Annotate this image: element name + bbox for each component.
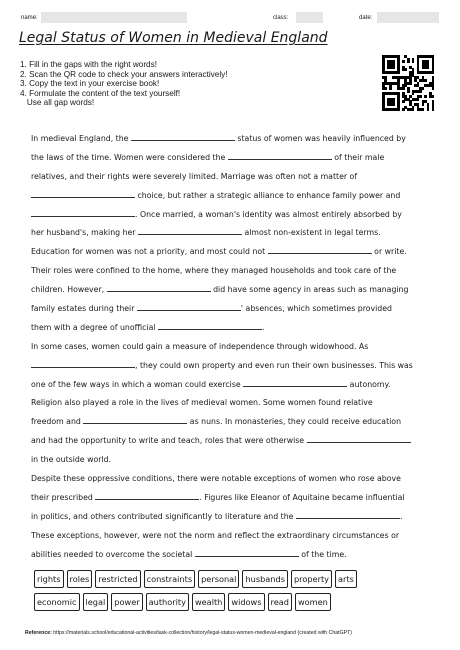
qr-code-icon[interactable] [382, 55, 434, 111]
text-line [31, 168, 431, 187]
text-fragment: In medieval England, the [31, 134, 131, 143]
text-line [31, 508, 431, 527]
page-title: Legal Status of Women in Medieval England [19, 30, 328, 46]
text-fragment: Their roles were confined to the home, where they managed households and took care of the [31, 266, 397, 276]
text-fragment: relatives, and their rights were severely limited. Marriage was often not a matter of [31, 171, 358, 181]
class-label: class: [273, 15, 289, 21]
text-line [31, 130, 431, 149]
text-line [31, 187, 431, 206]
gap-blank[interactable] [107, 282, 211, 292]
gap-blank[interactable] [31, 207, 135, 217]
word-chip[interactable]: arts [335, 570, 357, 588]
text-fragment: of the time. [298, 549, 347, 559]
text-fragment: status of women was heavily influenced by [234, 134, 406, 143]
text-line [31, 262, 431, 281]
text-fragment: did have some agency in areas such as managing [210, 285, 409, 295]
text-line [31, 281, 431, 300]
instructions-list [20, 60, 228, 108]
reference-text: https://materials.school/educational-activities/task-collection/history/legal-status-women-medieval-england (created with ChatGPT) [51, 630, 352, 636]
text-fragment: their prescribed [31, 492, 96, 502]
instruction-item: 2. Scan the QR code to check your answers interactively! [20, 69, 228, 79]
gap-blank[interactable] [83, 414, 187, 424]
name-label: name: [21, 15, 38, 21]
word-chip[interactable]: authority [146, 593, 189, 611]
text-fragment: her husband's, making her [31, 228, 138, 238]
text-fragment: as nuns. In monasteries, they could receive education [187, 417, 402, 427]
text-line [31, 432, 431, 451]
word-bank [34, 570, 434, 616]
text-fragment: autonomy. [347, 379, 391, 389]
text-fragment: in the outside world. [31, 455, 112, 465]
instruction-item: Use all gap words! [20, 98, 95, 108]
text-line [31, 149, 431, 168]
word-bank-row [34, 593, 434, 611]
instruction-item: 4. Formulate the content of the text yourself! [20, 88, 181, 98]
text-fragment: the laws of the time. Women were considered the [31, 152, 228, 162]
text-fragment: ' absences, which sometimes provided [240, 304, 392, 314]
gap-blank[interactable] [31, 188, 135, 198]
text-fragment: of their male [331, 152, 385, 162]
word-chip[interactable]: rights [34, 570, 64, 588]
text-fragment: choice, but rather a strategic alliance to enhance family power and [135, 190, 401, 200]
text-line [31, 470, 431, 489]
text-fragment: Despite these oppressive conditions, there were notable exceptions of women who rose above [31, 474, 401, 484]
gap-text [31, 130, 431, 564]
date-field[interactable] [377, 12, 439, 23]
word-chip[interactable]: widows [228, 593, 264, 611]
gap-blank[interactable] [131, 131, 235, 141]
word-chip[interactable]: women [295, 593, 331, 611]
text-fragment: Education for women was not a priority, and most could not [31, 247, 268, 257]
text-fragment: , they could own property and even run their own businesses. This was [135, 360, 413, 370]
word-chip[interactable]: constraints [144, 570, 196, 588]
word-chip[interactable]: read [268, 593, 292, 611]
text-fragment: . Figures like Eleanor of Aquitaine became influential [199, 492, 405, 502]
gap-blank[interactable] [95, 490, 199, 500]
gap-blank[interactable] [268, 244, 372, 254]
text-line [31, 413, 431, 432]
text-fragment: Religion also played a role in the lives of medieval women. Some women found relative [31, 398, 373, 408]
text-fragment: . [399, 511, 403, 521]
gap-blank[interactable] [307, 433, 411, 443]
text-fragment: abilities needed to overcome the societal [31, 549, 195, 559]
text-fragment: In some cases, women could gain a measure of independence through widowhood. As [31, 341, 369, 351]
text-line [31, 243, 431, 262]
word-chip[interactable]: property [291, 570, 332, 588]
gap-blank[interactable] [138, 225, 242, 235]
instruction-item: 3. Copy the text in your exercise book! [20, 79, 160, 89]
text-fragment: children. However, [31, 285, 107, 295]
text-line [31, 357, 431, 376]
text-fragment: almost non-existent in legal terms. [242, 228, 381, 238]
gap-blank[interactable] [243, 377, 347, 387]
gap-blank[interactable] [228, 150, 332, 160]
text-fragment: them with a degree of unofficial [31, 322, 159, 332]
text-line [31, 376, 431, 395]
gap-blank[interactable] [296, 509, 403, 521]
word-chip[interactable]: economic [34, 593, 80, 611]
reference-note [25, 630, 352, 636]
text-line [31, 224, 431, 243]
word-chip[interactable]: legal [83, 593, 109, 611]
text-line [31, 489, 431, 508]
text-fragment: . [262, 322, 265, 332]
text-line [31, 394, 431, 413]
text-fragment: one of the few ways in which a woman could exercise [31, 379, 244, 389]
gap-blank[interactable] [158, 320, 265, 332]
text-fragment: These exceptions, however, were not the norm and reflect the extraordinary circumstances or [31, 530, 400, 540]
text-line [31, 451, 431, 470]
word-chip[interactable]: personal [198, 570, 239, 588]
gap-blank[interactable] [195, 547, 299, 557]
text-fragment: or write. [371, 247, 407, 257]
word-chip[interactable]: wealth [192, 593, 225, 611]
text-line [31, 319, 431, 338]
instruction-item: 1. Fill in the gaps with the right words! [20, 60, 157, 69]
text-fragment: in politics, and others contributed significantly to literature and the [31, 511, 296, 521]
class-field[interactable] [296, 12, 323, 23]
word-chip[interactable]: power [111, 593, 142, 611]
text-line [31, 527, 431, 546]
text-line [31, 546, 431, 565]
text-fragment: and had the opportunity to write and teach, roles that were otherwise [31, 436, 307, 446]
text-fragment: . Once married, a woman's identity was almost entirely absorbed by [135, 209, 402, 219]
word-chip[interactable]: roles [67, 570, 93, 588]
name-field[interactable] [41, 12, 187, 23]
word-chip[interactable]: restricted [95, 570, 140, 588]
text-line [31, 300, 431, 319]
reference-label: Reference: [25, 630, 52, 636]
gap-blank[interactable] [137, 301, 241, 311]
text-fragment: freedom and [31, 417, 84, 427]
text-line [31, 338, 431, 357]
text-fragment: family estates during their [31, 304, 137, 314]
text-line [31, 206, 431, 225]
word-chip[interactable]: husbands [242, 570, 288, 588]
gap-blank[interactable] [31, 358, 135, 368]
date-label: date: [359, 15, 373, 21]
word-bank-row [34, 570, 434, 588]
